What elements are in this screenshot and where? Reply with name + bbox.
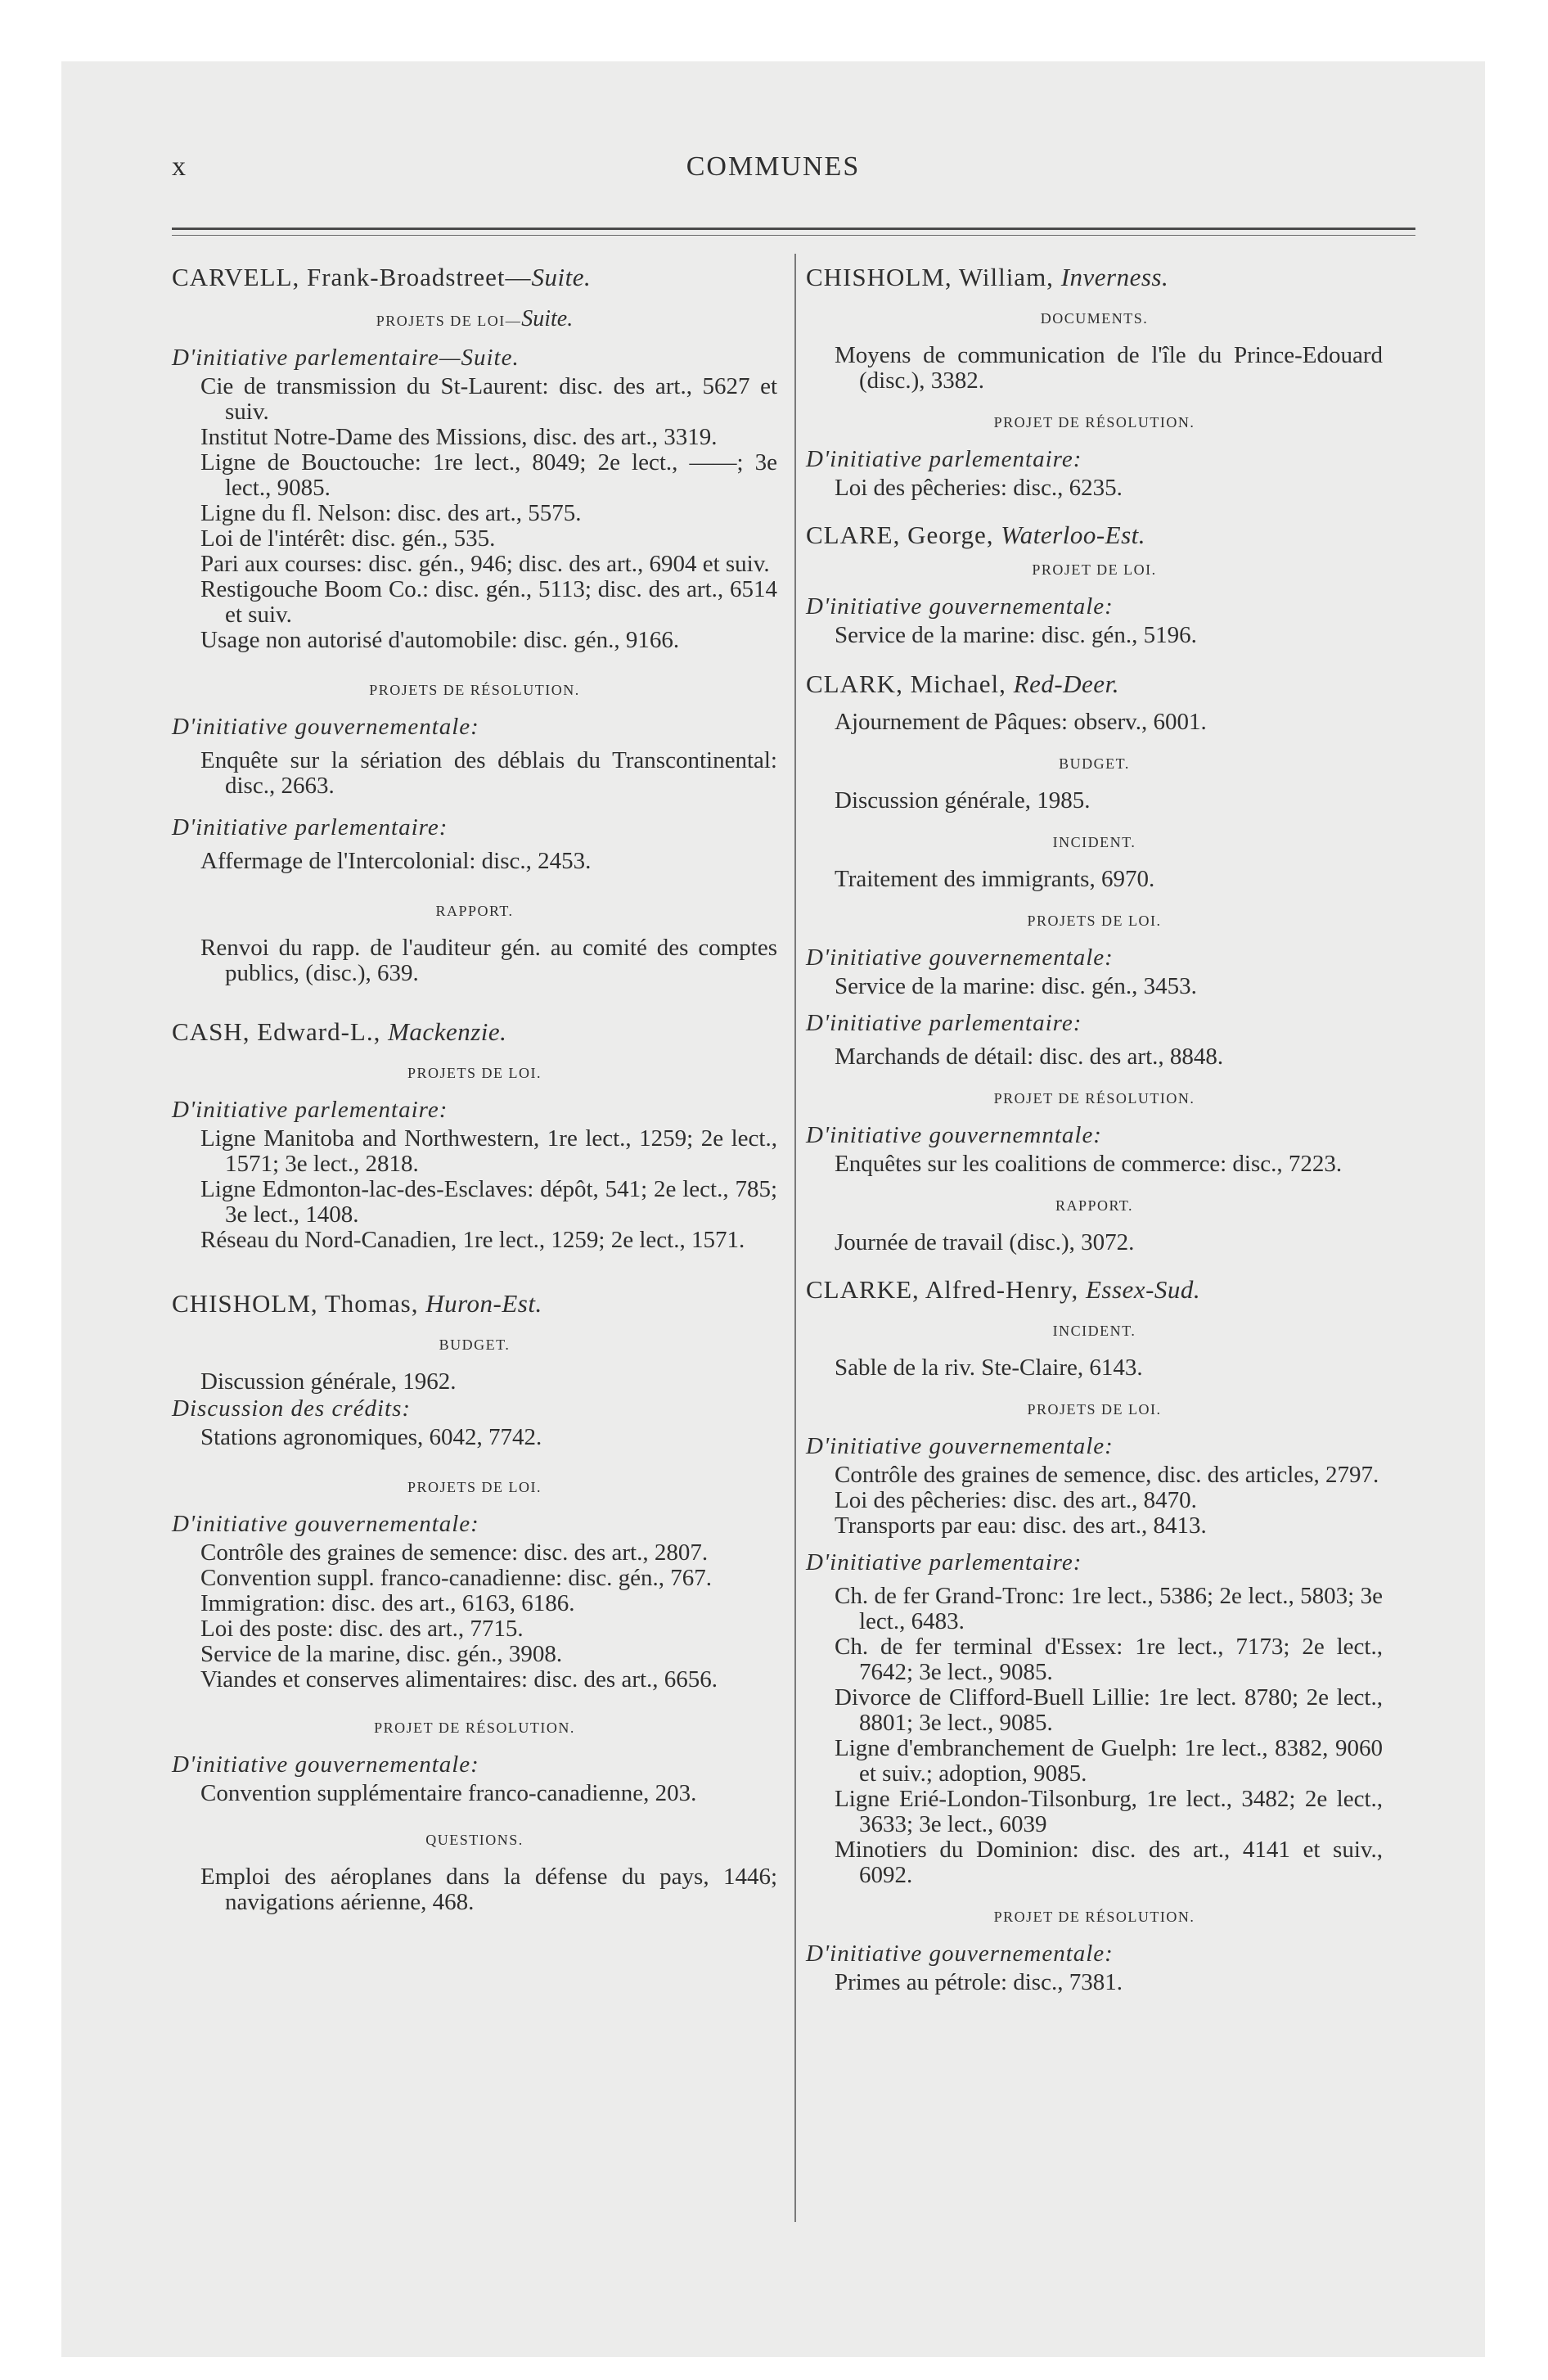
right-column xyxy=(806,264,1383,1995)
member-name: CHISHOLM, Thomas, Huron-Est. xyxy=(172,1289,542,1318)
section-heading: PROJET DE RÉSOLUTION. xyxy=(993,414,1195,430)
list-item: Enquêtes sur les coalitions de commerce: disc., 7223. xyxy=(835,1151,1343,1177)
sub-heading: D'initiative parlementaire: xyxy=(172,814,448,841)
list-item: Contrôle des graines de semence: disc. des art., 2807. xyxy=(200,1539,709,1566)
sub-heading: D'initiative parlementaire: xyxy=(806,1010,1082,1036)
list-item: Journée de travail (disc.), 3072. xyxy=(835,1229,1135,1255)
list-item: Restigouche Boom Co.: disc. gén., 5113; disc. des art., 6514 et suiv. xyxy=(200,576,777,628)
list-item: Contrôle des graines de semence, disc. des articles, 2797. xyxy=(835,1462,1379,1488)
section-heading: BUDGET. xyxy=(439,1336,511,1353)
list-item: Réseau du Nord-Canadien, 1re lect., 1259; 2e lect., 1571. xyxy=(200,1227,745,1253)
sub-heading: D'initiative gouvernemntale: xyxy=(806,1122,1102,1148)
running-head xyxy=(61,151,1485,201)
sub-heading: D'initiative gouvernementale: xyxy=(172,714,479,740)
column-divider xyxy=(794,254,796,2222)
list-item: Enquête sur la sériation des déblais du Transcontinental: disc., 2663. xyxy=(200,747,777,799)
list-item: Loi des pêcheries: disc. des art., 8470. xyxy=(835,1487,1197,1513)
sub-heading: Discussion des crédits: xyxy=(172,1395,412,1422)
member-name: CLARK, Michael, Red-Deer. xyxy=(806,669,1119,698)
list-item: Emploi des aéroplanes dans la défense du pays, 1446; navigations aérienne, 468. xyxy=(200,1864,777,1915)
list-item: Discussion générale, 1962. xyxy=(200,1368,457,1395)
list-item: Ligne de Bouctouche: 1re lect., 8049; 2e lect., ——; 3e lect., 9085. xyxy=(200,449,777,501)
list-item: Transports par eau: disc. des art., 8413. xyxy=(835,1512,1207,1539)
left-column xyxy=(172,264,777,1915)
section-heading: DOCUMENTS. xyxy=(1040,310,1149,327)
sub-heading: D'initiative gouvernementale: xyxy=(172,1751,479,1778)
member-name: CASH, Edward-L., Mackenzie. xyxy=(172,1017,507,1046)
list-item: Immigration: disc. des art., 6163, 6186. xyxy=(200,1590,575,1616)
section-heading: PROJETS DE LOI. xyxy=(407,1065,542,1081)
list-item: Ajournement de Pâques: observ., 6001. xyxy=(835,709,1207,735)
member-name: CHISHOLM, William, Inverness. xyxy=(806,263,1169,291)
section-heading: PROJET DE RÉSOLUTION. xyxy=(374,1720,575,1736)
list-item: Ligne Manitoba and Northwestern, 1re lect., 1259; 2e lect., 1571; 3e lect., 2818. xyxy=(200,1125,777,1177)
sub-heading: D'initiative gouvernementale: xyxy=(806,1433,1114,1459)
section-heading: INCIDENT. xyxy=(1052,834,1136,850)
list-item: Ch. de fer terminal d'Essex: 1re lect., 7173; 2e lect., 7642; 3e lect., 9085. xyxy=(835,1634,1383,1685)
sub-heading: D'initiative parlementaire: xyxy=(806,1549,1082,1575)
section-heading: PROJET DE RÉSOLUTION. xyxy=(993,1909,1195,1925)
section-heading: BUDGET. xyxy=(1059,755,1130,772)
list-item: Loi de l'intérêt: disc. gén., 535. xyxy=(200,525,496,552)
section-heading: PROJET DE RÉSOLUTION. xyxy=(993,1090,1195,1107)
sub-heading: D'initiative parlementaire: xyxy=(806,446,1082,472)
list-item: Moyens de communication de l'île du Prince-Edouard (disc.), 3382. xyxy=(835,342,1383,394)
list-item: Loi des poste: disc. des art., 7715. xyxy=(200,1616,524,1642)
list-item: Viandes et conserves alimentaires: disc. des art., 6656. xyxy=(200,1666,718,1693)
document-page xyxy=(61,61,1485,2357)
list-item: Ligne du fl. Nelson: disc. des art., 5575. xyxy=(200,500,582,526)
list-item: Service de la marine: disc. gén., 3453. xyxy=(835,973,1197,999)
header-rule xyxy=(172,228,1415,230)
list-item: Stations agronomiques, 6042, 7742. xyxy=(200,1424,542,1450)
section-heading: PROJETS DE LOI. xyxy=(407,1479,542,1495)
section-heading: PROJETS DE LOI—Suite. xyxy=(376,306,574,331)
list-item: Primes au pétrole: disc., 7381. xyxy=(835,1969,1123,1995)
list-item: Service de la marine: disc. gén., 5196. xyxy=(835,622,1197,648)
sub-heading: D'initiative gouvernementale: xyxy=(806,593,1114,620)
list-item: Institut Notre-Dame des Missions, disc. des art., 3319. xyxy=(200,424,718,450)
list-item: Pari aux courses: disc. gén., 946; disc. des art., 6904 et suiv. xyxy=(200,551,770,577)
list-item: Sable de la riv. Ste-Claire, 6143. xyxy=(835,1355,1143,1381)
list-item: Ch. de fer Grand-Tronc: 1re lect., 5386; 2e lect., 5803; 3e lect., 6483. xyxy=(835,1583,1383,1634)
sub-heading: D'initiative gouvernementale: xyxy=(806,944,1114,971)
member-name: CLARKE, Alfred-Henry, Essex-Sud. xyxy=(806,1275,1201,1304)
page-number: x xyxy=(172,151,187,182)
list-item: Ligne Erié-London-Tilsonburg, 1re lect., 3482; 2e lect., 3633; 3e lect., 6039 xyxy=(835,1786,1383,1837)
sub-heading: D'initiative gouvernementale: xyxy=(172,1511,479,1537)
section-heading: QUESTIONS. xyxy=(425,1832,524,1848)
list-item: Renvoi du rapp. de l'auditeur gén. au comité des comptes publics, (disc.), 639. xyxy=(200,935,777,986)
list-item: Ligne Edmonton-lac-des-Esclaves: dépôt, 541; 2e lect., 785; 3e lect., 1408. xyxy=(200,1176,777,1228)
list-item: Convention suppl. franco-canadienne: disc. gén., 767. xyxy=(200,1565,712,1591)
section-heading: RAPPORT. xyxy=(435,903,514,919)
list-item: Minotiers du Dominion: disc. des art., 4141 et suiv., 6092. xyxy=(835,1837,1383,1888)
list-item: Service de la marine, disc. gén., 3908. xyxy=(200,1641,563,1667)
list-item: Divorce de Clifford-Buell Lillie: 1re lect. 8780; 2e lect., 8801; 3e lect., 9085. xyxy=(835,1684,1383,1736)
section-heading: PROJETS DE LOI. xyxy=(1027,913,1162,929)
sub-heading: D'initiative parlementaire: xyxy=(172,1097,448,1123)
header-rule-thin xyxy=(172,235,1415,236)
section-heading: PROJETS DE LOI. xyxy=(1027,1401,1162,1418)
list-item: Affermage de l'Intercolonial: disc., 2453. xyxy=(200,848,592,874)
section-heading: PROJETS DE RÉSOLUTION. xyxy=(369,682,580,698)
member-name: CARVELL, Frank-Broadstreet—Suite. xyxy=(172,263,592,291)
section-heading: INCIDENT. xyxy=(1052,1323,1136,1339)
list-item: Ligne d'embranchement de Guelph: 1re lect., 8382, 9060 et suiv.; adoption, 9085. xyxy=(835,1735,1383,1787)
section-heading: RAPPORT. xyxy=(1055,1197,1134,1214)
list-item: Discussion générale, 1985. xyxy=(835,787,1091,814)
list-item: Usage non autorisé d'automobile: disc. gén., 9166. xyxy=(200,627,680,653)
list-item: Cie de transmission du St-Laurent: disc. des art., 5627 et suiv. xyxy=(200,373,777,425)
page-title: COMMUNES xyxy=(686,151,861,182)
section-heading: PROJET DE LOI. xyxy=(1032,561,1157,578)
sub-heading: D'initiative gouvernementale: xyxy=(806,1941,1114,1967)
member-name: CLARE, George, Waterloo-Est. xyxy=(806,521,1146,549)
list-item: Traitement des immigrants, 6970. xyxy=(835,866,1155,892)
sub-heading: D'initiative parlementaire—Suite. xyxy=(172,345,520,371)
list-item: Loi des pêcheries: disc., 6235. xyxy=(835,475,1123,501)
list-item: Marchands de détail: disc. des art., 8848. xyxy=(835,1044,1224,1070)
list-item: Convention supplémentaire franco-canadienne, 203. xyxy=(200,1780,697,1806)
